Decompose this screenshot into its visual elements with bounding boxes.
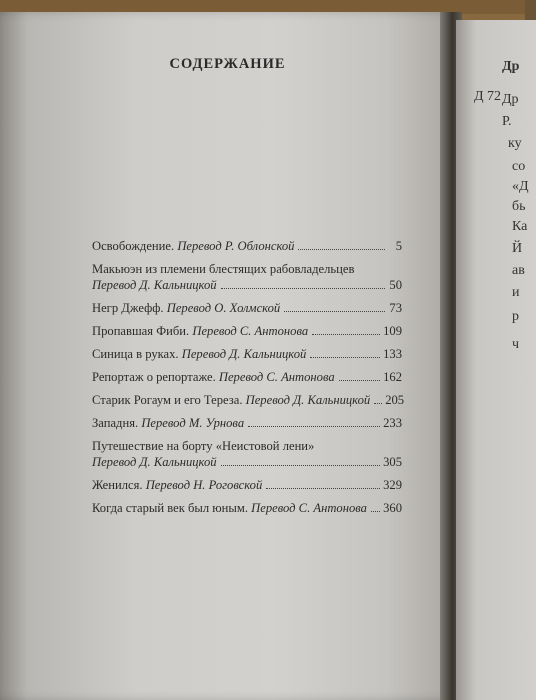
next-page-fragment: р	[512, 309, 519, 324]
leader-dots	[312, 334, 380, 335]
page-title: СОДЕРЖАНИЕ	[169, 56, 286, 72]
next-page-header: Др	[502, 59, 520, 74]
toc-entry-translator: Перевод Д. Кальницкой	[245, 393, 371, 407]
book-page-right	[456, 20, 536, 700]
toc-entry-title: Когда старый век был юным.	[92, 501, 248, 515]
toc-entry	[92, 261, 402, 293]
toc-entry	[92, 300, 402, 316]
next-page-fragment: ч	[512, 337, 520, 352]
toc-entry-translator: Перевод С. Антонова	[218, 370, 335, 384]
leader-dots	[310, 357, 380, 358]
toc-entry-title: Синица в руках.	[92, 347, 179, 361]
toc-entry-title: Негр Джефф.	[92, 301, 164, 315]
leader-dots	[339, 380, 380, 381]
leader-dots	[374, 403, 382, 404]
next-page-line: ку	[508, 136, 522, 151]
leader-dots	[371, 511, 380, 512]
next-page-fragment: ав	[512, 263, 525, 278]
toc-entry-translator: Перевод С. Антонова	[251, 501, 367, 515]
leader-dots	[284, 311, 385, 312]
toc-entry	[92, 477, 402, 493]
toc-entry-title: Репортаж о репортаже.	[92, 370, 216, 384]
toc-entry-translator: Перевод С. Антонова	[192, 324, 309, 338]
toc-entry-title: Женился.	[92, 478, 143, 492]
next-page-fragment: и	[512, 285, 520, 300]
toc-entry-translator: Перевод М. Урнова	[141, 416, 245, 430]
leader-dots	[248, 426, 380, 427]
next-page-line: Др	[502, 92, 519, 107]
next-page-fragment: Й	[512, 241, 523, 256]
next-page-fragment: Ка	[512, 219, 528, 234]
toc-entry-page: 233	[383, 416, 402, 430]
toc-entry-page: 73	[389, 301, 402, 315]
leader-dots	[298, 249, 385, 250]
table-of-contents	[92, 238, 405, 523]
toc-entry	[92, 346, 402, 362]
toc-entry-title: Пропавшая Фиби.	[92, 324, 190, 338]
toc-entry-translator: Перевод Н. Роговской	[145, 478, 263, 492]
toc-entry-title: Старик Рогаум и его Тереза.	[92, 393, 243, 407]
next-page-code: Д 72	[474, 89, 502, 104]
toc-entry	[92, 438, 402, 470]
toc-entry	[92, 500, 402, 516]
toc-entry-page: 329	[383, 478, 402, 492]
leader-dots	[221, 465, 381, 466]
toc-entry-page: 360	[383, 501, 402, 515]
toc-entry-translator: Перевод Р. Облонской	[177, 239, 295, 253]
leader-dots	[221, 288, 385, 289]
leader-dots	[266, 488, 380, 489]
toc-entry-title: Макьюэн из племени блестящих рабовладельцев	[92, 262, 355, 276]
toc-entry-title: Западня.	[92, 416, 139, 430]
toc-entry	[92, 323, 402, 339]
toc-entry-translator: Перевод Д. Кальницкой	[181, 347, 307, 361]
toc-entry-translator: Перевод Д. Кальницкой	[92, 455, 217, 469]
toc-entry	[92, 392, 405, 408]
next-page-fragment: «Д	[512, 179, 529, 194]
toc-entry-page: 109	[383, 324, 402, 338]
toc-entry-translator: Перевод Д. Кальницкой	[92, 278, 217, 292]
next-page-fragment: бь	[512, 199, 526, 214]
toc-entry	[92, 415, 402, 431]
next-page-line: Р.	[502, 114, 512, 129]
toc-entry-page: 205	[385, 393, 405, 407]
toc-entry-translator: Перевод О. Холмской	[166, 301, 281, 315]
toc-entry-page: 50	[389, 278, 402, 292]
next-page-fragment: со	[512, 159, 526, 174]
book-page-left	[0, 12, 455, 700]
toc-entry-page: 305	[383, 455, 402, 469]
toc-entry-title: Путешествие на борту «Неистовой лени»	[92, 439, 315, 453]
toc-entry	[92, 238, 402, 254]
toc-entry-page: 133	[383, 347, 402, 361]
toc-entry-page: 5	[395, 239, 402, 253]
toc-entry-page: 162	[383, 370, 402, 384]
toc-entry	[92, 369, 402, 385]
toc-entry-title: Освобождение.	[92, 239, 175, 253]
